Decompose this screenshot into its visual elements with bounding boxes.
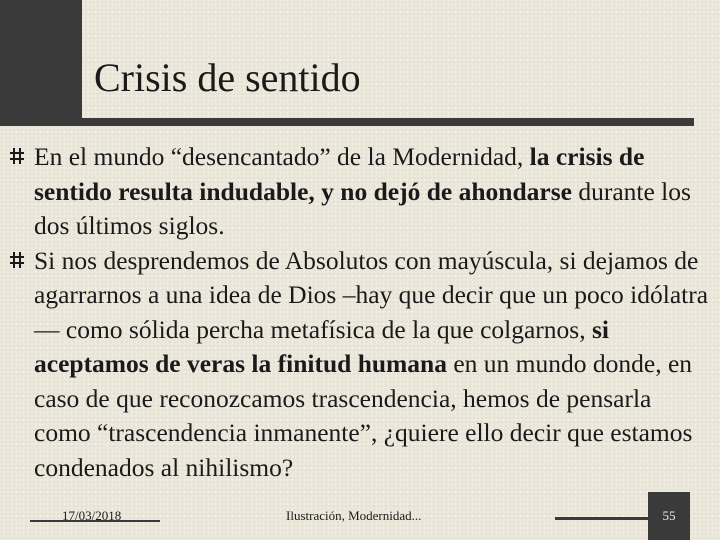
bullet-item-1 [10,140,710,244]
decorative-vertical-bar [0,0,82,124]
bullet-bold-segment: la crisis de sentido resulta indudable, y no dejó de ahondarse [34,142,645,206]
footer-date: 17/03/2018 [62,508,122,523]
hash-bullet-icon [10,148,24,164]
bullet-text-segment: En el mundo “desencantado” de la Modernidad, [34,142,530,171]
title-divider-line [0,118,694,126]
hash-bullet-icon [10,252,24,268]
footer-right-line [555,517,649,520]
slide-title: Crisis de sentido [94,55,361,100]
page-number: 55 [648,492,690,540]
footer-center-text: Ilustración, Modernidad... [286,508,422,523]
bullet-text-segment: en un mundo donde, en caso de que reconozcamos trascendencia, hemos de pensarla como “trascendencia inmanente”, ¿quiere ello decir que estamos condenados al nihilismo? [34,349,693,482]
bullet-text-segment: Si nos desprendemos de Absolutos con mayúscula, si dejamos de agarrarnos a una idea de Dios –hay que decir que un poco idólatra— como sólida percha metafísica de la que colgarnos, [34,245,709,344]
bullet-bold-segment: si aceptamos de veras la finitud humana [34,314,609,378]
bullet-item-2 [10,244,710,486]
bullet-list [10,140,710,485]
bullet-text-segment: durante los dos últimos siglos. [34,176,691,240]
